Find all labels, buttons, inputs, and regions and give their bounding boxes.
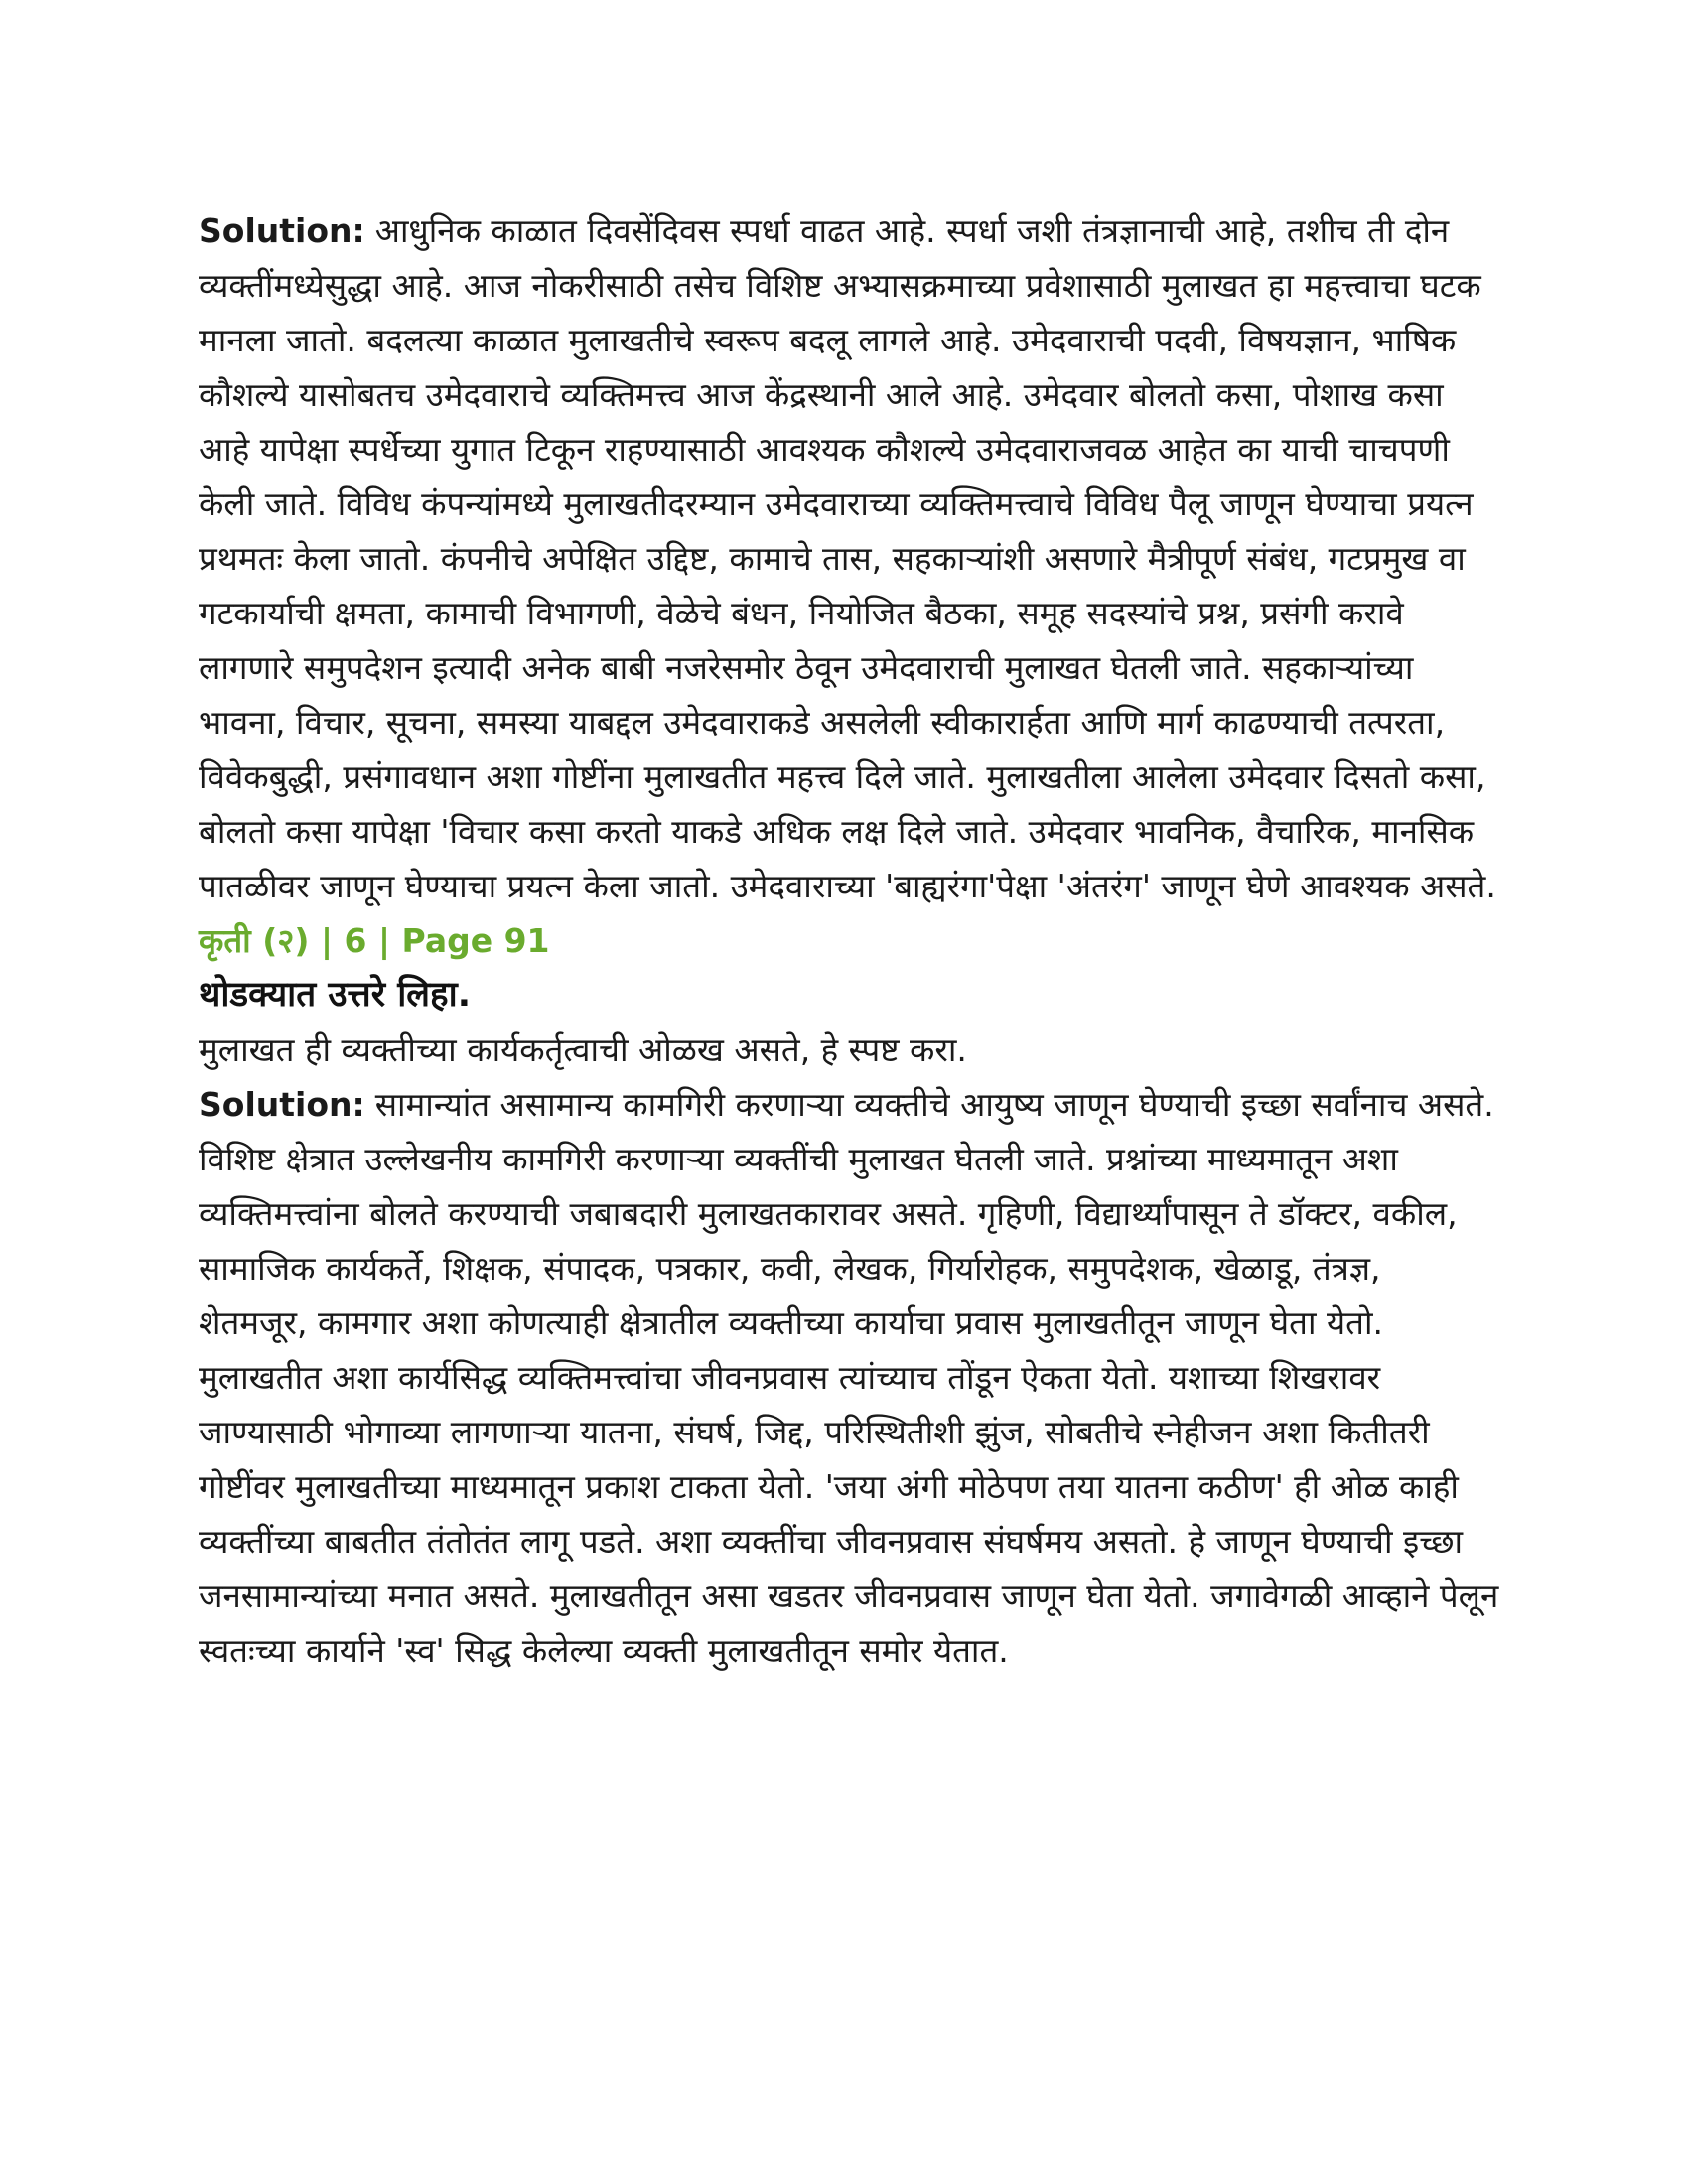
document-page	[199, 204, 1499, 1678]
question-reference: कृती (२) | 6 | Page 91	[199, 921, 550, 960]
solution-text: आधुनिक काळात दिवसेंदिवस स्पर्धा वाढत आहे. स्पर्धा जशी तंत्रज्ञानाची आहे, तशीच ती दोन व्यक्तींमध्येसुद्धा आहे. आज नोकरीसाठी तसेच विशिष्ट अभ्यासक्रमाच्या प्रवेशासाठी मुलाखत हा महत्त्वाचा घटक मानला जातो. बदलत्या काळात मुलाखतीचे स्वरूप बदलू लागले आहे. उमेदवाराची पदवी, विषयज्ञान, भाषिक कौशल्ये यासोबतच उमेदवाराचे व्यक्तिमत्त्व आज केंद्रस्थानी आले आहे. उमेदवार बोलतो कसा, पोशाख कसा आहे यापेक्षा स्पर्धेच्या युगात टिकून राहण्यासाठी आवश्यक कौशल्ये उमेदवाराजवळ आहेत का याची चाचपणी केली जाते. विविध कंपन्यांमध्ये मुलाखतीदरम्यान उमेदवाराच्या व्यक्तिमत्त्वाचे विविध पैलू जाणून घेण्याचा प्रयत्न प्रथमतः केला जातो. कंपनीचे अपेक्षित उद्दिष्ट, कामाचे तास, सहकाऱ्यांशी असणारे मैत्रीपूर्ण संबंध, गटप्रमुख वा गटकार्याची क्षमता, कामाची विभागणी, वेळेचे बंधन, नियोजित बैठका, समूह सदस्यांचे प्रश्न, प्रसंगी करावे लागणारे समुपदेशन इत्यादी अनेक बाबी नजरेसमोर ठेवून उमेदवाराची मुलाखत घेतली जाते. सहकाऱ्यांच्या भावना, विचार, सूचना, समस्या याबद्दल उमेदवाराकडे असलेली स्वीकारार्हता आणि मार्ग काढण्याची तत्परता, विवेकबुद्धी, प्रसंगावधान अशा गोष्टींना मुलाखतीत महत्त्व दिले जाते. मुलाखतीला आलेला उमेदवार दिसतो कसा, बोलतो कसा यापेक्षा 'विचार कसा करतो याकडे अधिक लक्ष दिले जाते. उमेदवार भावनिक, वैचारिक, मानसिक पातळीवर जाणून घेण्याचा प्रयत्न केला जातो. उमेदवाराच्या 'बाह्यरंगा'पेक्षा 'अंतरंग' जाणून घेणे आवश्यक असते.	[199, 211, 1496, 905]
solution-paragraph-2	[199, 1077, 1499, 1678]
solution-paragraph-1	[199, 204, 1499, 913]
solution-text: सामान्यांत असामान्य कामगिरी करणाऱ्या व्यक्तीचे आयुष्य जाणून घेण्याची इच्छा सर्वांनाच असते. विशिष्ट क्षेत्रात उल्लेखनीय कामगिरी करणाऱ्या व्यक्तींची मुलाखत घेतली जाते. प्रश्नांच्या माध्यमातून अशा व्यक्तिमत्त्वांना बोलते करण्याची जबाबदारी मुलाखतकारावर असते. गृहिणी, विद्यार्थ्यांपासून ते डॉक्टर, वकील, सामाजिक कार्यकर्ते, शिक्षक, संपादक, पत्रकार, कवी, लेखक, गिर्यारोहक, समुपदेशक, खेळाडू, तंत्रज्ञ, शेतमजूर, कामगार अशा कोणत्याही क्षेत्रातील व्यक्तीच्या कार्याचा प्रवास मुलाखतीतून जाणून घेता येतो. मुलाखतीत अशा कार्यसिद्ध व्यक्तिमत्त्वांचा जीवनप्रवास त्यांच्याच तोंडून ऐकता येतो. यशाच्या शिखरावर जाण्यासाठी भोगाव्या लागणाऱ्या यातना, संघर्ष, जिद्द, परिस्थितीशी झुंज, सोबतीचे स्नेहीजन अशा कितीतरी गोष्टींवर मुलाखतीच्या माध्यमातून प्रकाश टाकता येतो. 'जया अंगी मोठेपण तया यातना कठीण' ही ओळ काही व्यक्तींच्या बाबतीत तंतोतंत लागू पडते. अशा व्यक्तींचा जीवनप्रवास संघर्षमय असतो. हे जाणून घेण्याची इच्छा जनसामान्यांच्या मनात असते. मुलाखतीतून असा खडतर जीवनप्रवास जाणून घेता येतो. जगावेगळी आव्हाने पेलून स्वतःच्या कार्याने 'स्व' सिद्ध केलेल्या व्यक्ती मुलाखतीतून समोर येतात.	[199, 1085, 1499, 1670]
question-heading: थोडक्यात उत्तरे लिहा.	[199, 975, 471, 1015]
question-text: मुलाखत ही व्यक्तीच्या कार्यकर्तृत्वाची ओळख असते, हे स्पष्ट करा.	[199, 1030, 967, 1069]
solution-label: Solution:	[199, 1085, 365, 1124]
solution-label: Solution:	[199, 211, 365, 250]
